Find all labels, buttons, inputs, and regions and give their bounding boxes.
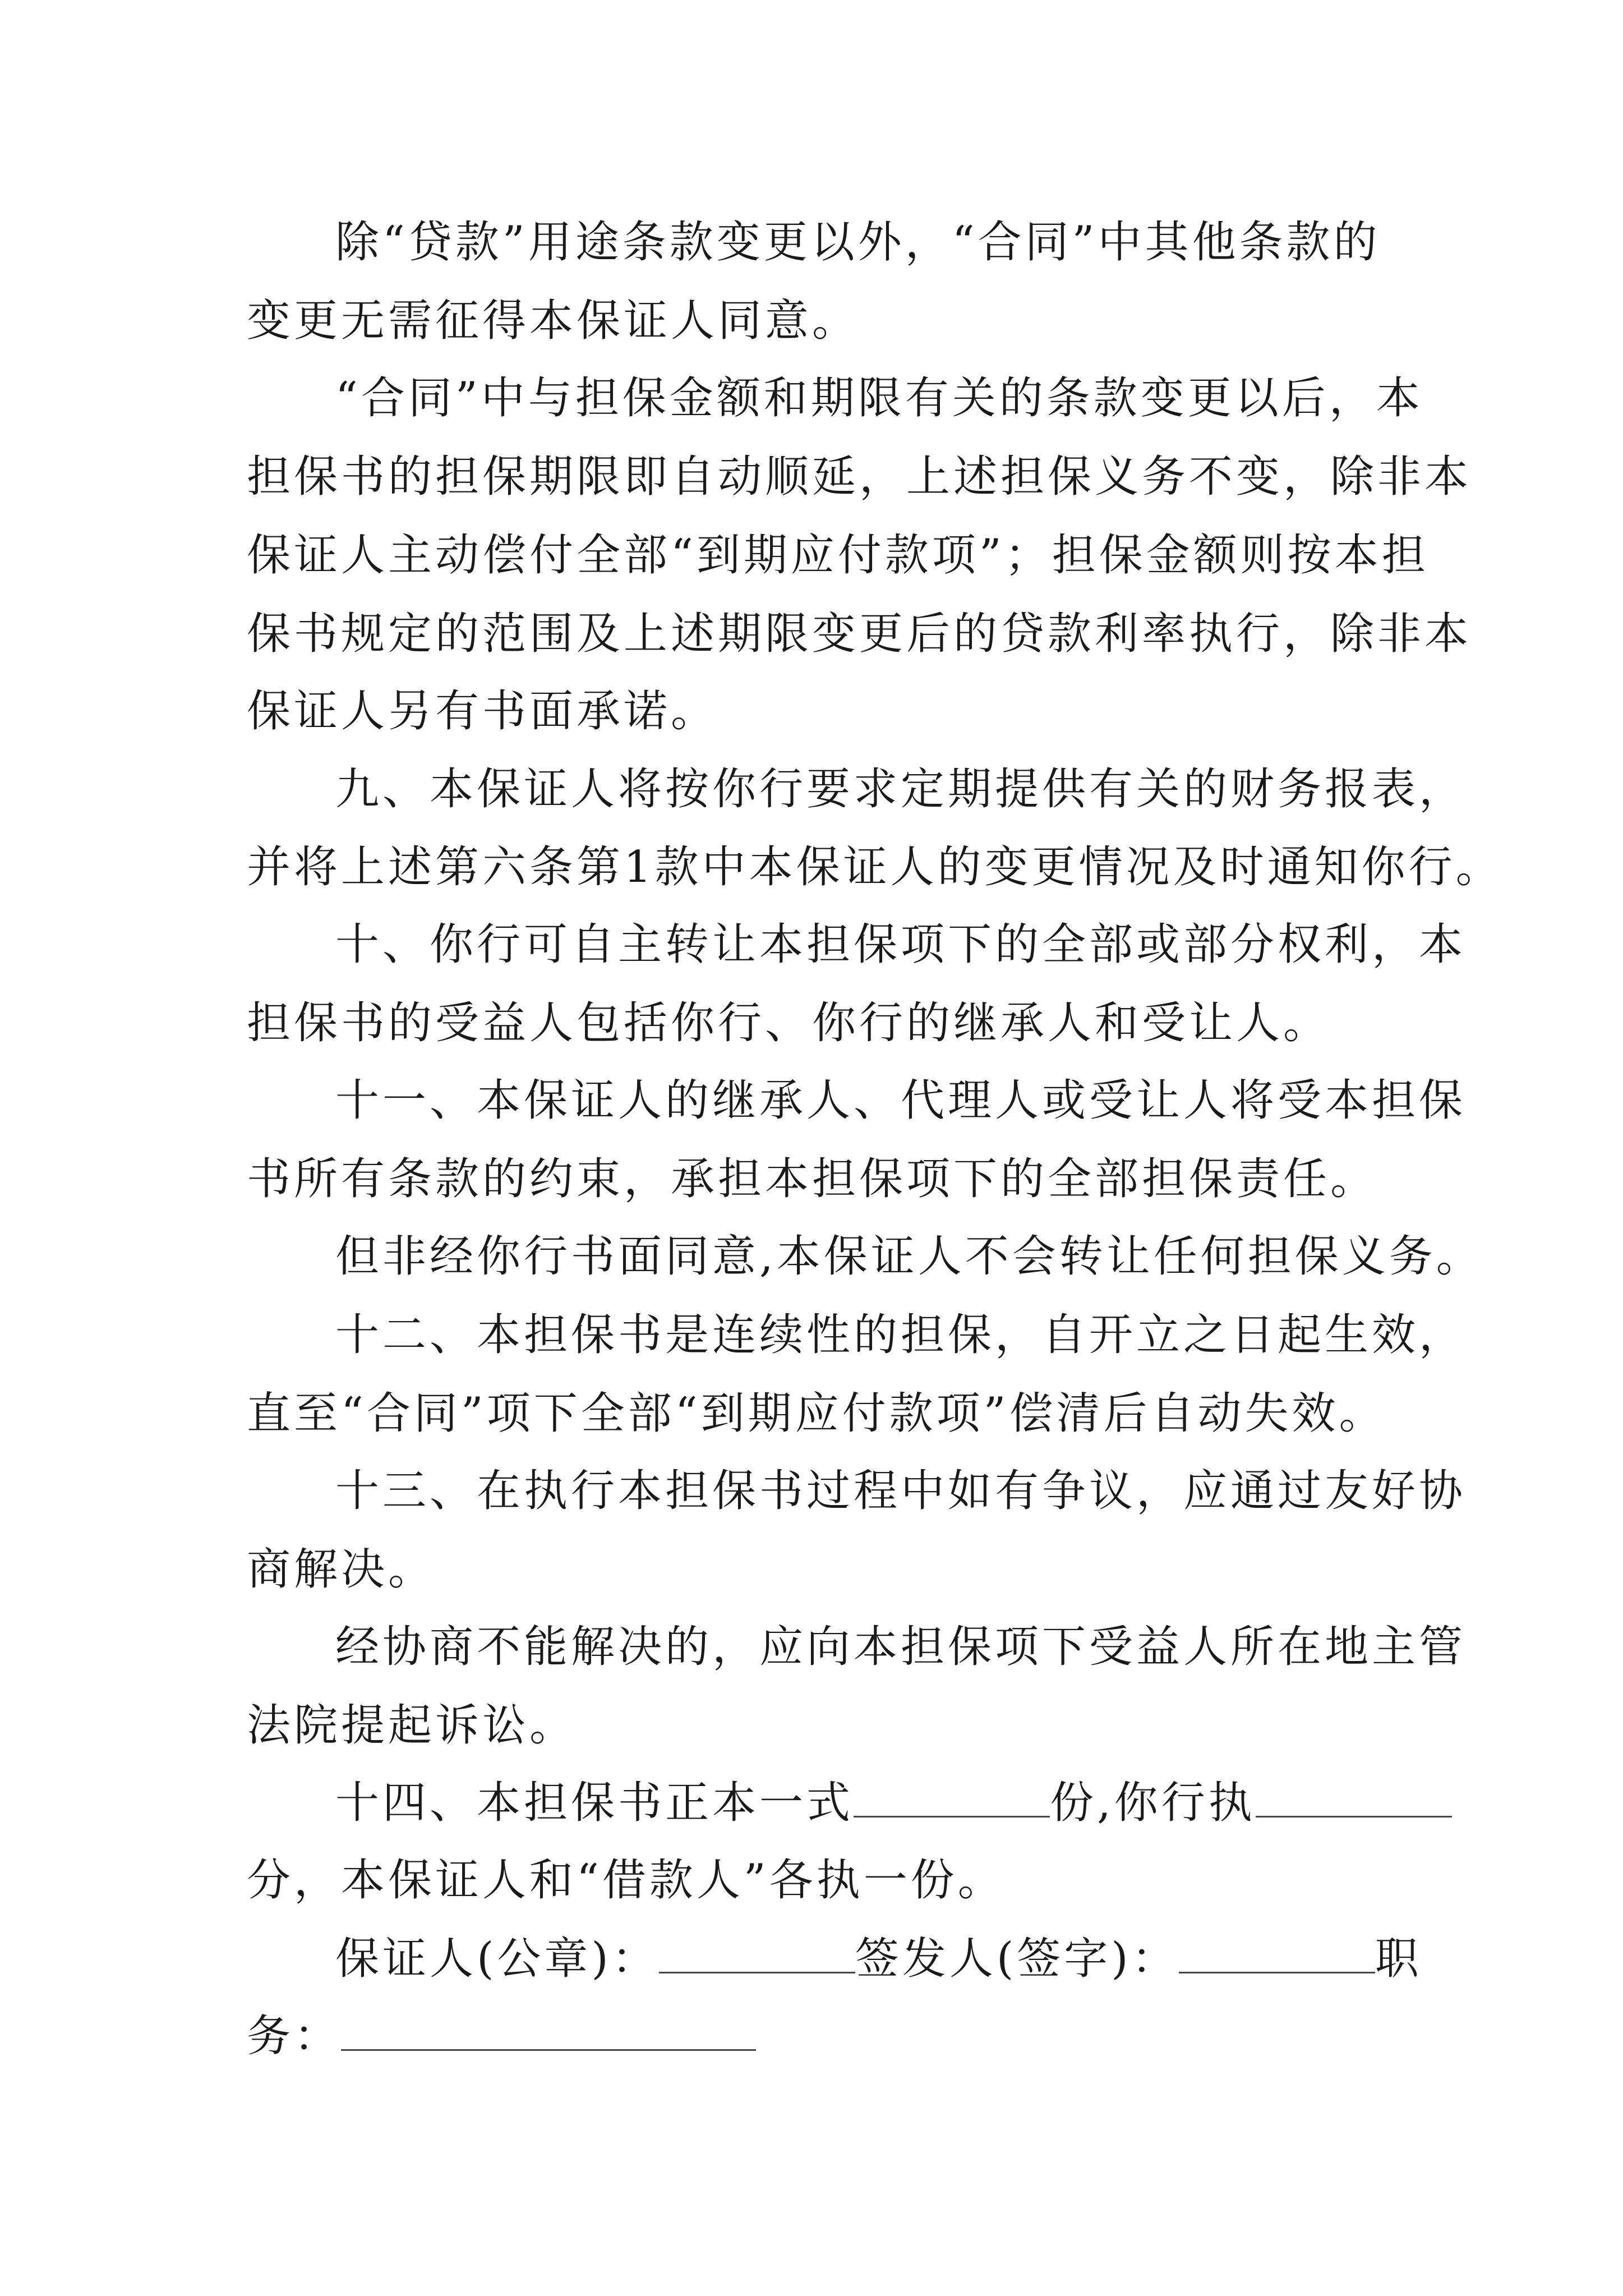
- paragraph-line: 法院提起诉讼。: [247, 1700, 577, 1751]
- paragraph-line: 经协商不能解决的，应向本担保项下受益人所在地主管: [335, 1622, 1467, 1672]
- paragraph-line: 保证人主动偿付全部“到期应付款项”；担保金额则按本担: [247, 530, 1429, 581]
- copies-middle: 份,你行执: [1050, 1778, 1256, 1828]
- copies-line-2: 分，本保证人和“借款人”各执一份。: [247, 1855, 1005, 1906]
- guarantor-label: 保证人(公章)：: [335, 1934, 659, 1984]
- paragraph-line: 保书规定的范围及上述期限变更后的贷款利率执行，除非本: [247, 609, 1472, 659]
- title-label-part1: 职: [1375, 1934, 1422, 1984]
- paragraph-line: 担保书的担保期限即自动顺延，上述担保义务不变，除非本: [247, 452, 1472, 502]
- paragraph-line: 十三、在执行本担保书过程中如有争议，应通过友好协: [335, 1466, 1467, 1516]
- paragraph-line: 并将上述第六条第1款中本保证人的变更情况及时通知你行。: [247, 842, 1503, 892]
- paragraph-line: 保证人另有书面承诺。: [247, 686, 718, 737]
- paragraph-line: 变更无需征得本保证人同意。: [247, 296, 860, 346]
- copies-prefix: 十四、本担保书正本一式: [335, 1778, 854, 1828]
- copies-bank-blank[interactable]: [1256, 1777, 1452, 1818]
- paragraph-line: 书所有条款的约束，承担本担保项下的全部担保责任。: [247, 1154, 1378, 1204]
- paragraph-line: 商解决。: [247, 1544, 436, 1595]
- title-label-part2: 务：: [247, 2011, 342, 2062]
- paragraph-line: “合同”中与担保金额和期限有关的条款变更以后，本: [335, 373, 1423, 424]
- guarantor-seal-blank[interactable]: [659, 1932, 855, 1973]
- paragraph-line: 九、本保证人将按你行要求定期提供有关的财务报表，: [335, 764, 1467, 815]
- signature-line: [335, 1931, 1422, 1987]
- signer-signature-blank[interactable]: [1179, 1932, 1375, 1973]
- paragraph-line: 担保书的受益人包括你行、你行的继承人和受让人。: [247, 998, 1331, 1048]
- paragraph-line: 直至“合同”项下全部“到期应付款项”偿清后自动失效。: [247, 1388, 1386, 1439]
- copies-total-blank[interactable]: [854, 1777, 1050, 1818]
- paragraph-line: 十、你行可自主转让本担保项下的全部或部分权利，本: [335, 919, 1467, 970]
- paragraph-line: 除“贷款”用途条款变更以外，“合同”中其他条款的: [335, 217, 1381, 268]
- paragraph-line: 十一、本保证人的继承人、代理人或受让人将受本担保: [335, 1075, 1467, 1126]
- copies-line: [335, 1775, 1452, 1831]
- title-line: [247, 2008, 756, 2064]
- paragraph-line: 十二、本担保书是连续性的担保，自开立之日起生效，: [335, 1310, 1467, 1360]
- signer-label: 签发人(签字)：: [855, 1934, 1179, 1984]
- paragraph-line: 但非经你行书面同意,本保证人不会转让任何担保义务。: [335, 1231, 1483, 1282]
- title-blank[interactable]: [341, 2010, 756, 2051]
